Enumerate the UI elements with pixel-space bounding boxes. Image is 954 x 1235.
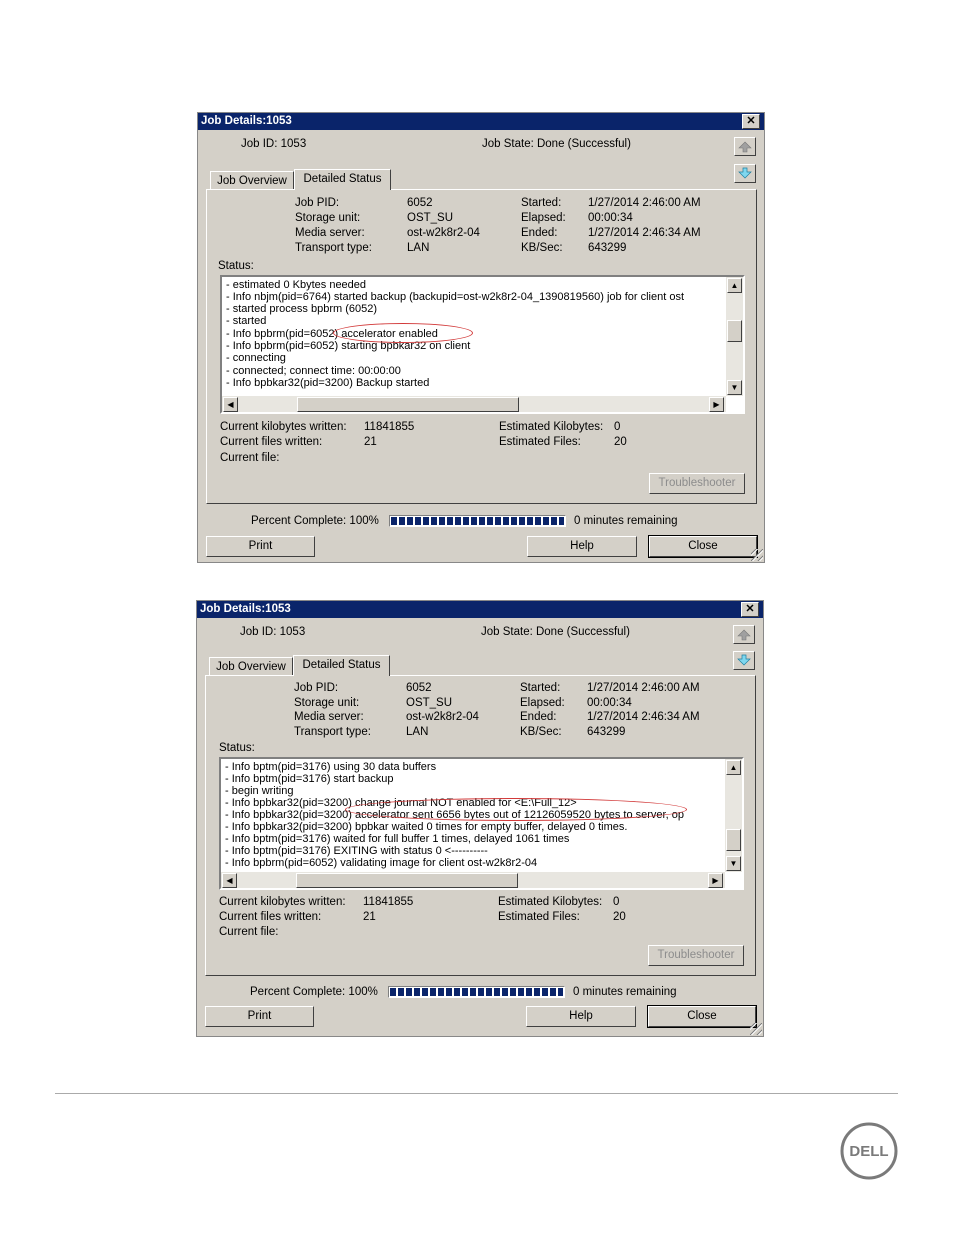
scroll-right-icon[interactable]: ▶ bbox=[708, 873, 723, 888]
value-started: 1/27/2014 2:46:00 AM bbox=[588, 197, 701, 209]
label-est-kb: Estimated Kilobytes: bbox=[499, 421, 604, 433]
percent-complete-label: Percent Complete: 100% bbox=[251, 515, 379, 527]
tab-detailed-status[interactable]: Detailed Status bbox=[293, 655, 390, 676]
label-started: Started: bbox=[521, 197, 562, 209]
resize-grip[interactable] bbox=[750, 1023, 762, 1035]
value-transport-type: LAN bbox=[406, 726, 429, 738]
scroll-down-icon[interactable]: ▼ bbox=[727, 380, 742, 395]
scroll-up-icon[interactable]: ▲ bbox=[726, 760, 741, 775]
job-id: Job ID: 1053 bbox=[241, 138, 307, 150]
label-media-server: Media server: bbox=[295, 227, 365, 239]
log-line: - begin writing bbox=[225, 785, 294, 797]
value-est-files: 20 bbox=[613, 911, 626, 923]
value-current-files: 21 bbox=[363, 911, 376, 923]
label-job-pid: Job PID: bbox=[295, 197, 340, 209]
close-button[interactable]: Close bbox=[649, 536, 757, 557]
resize-grip[interactable] bbox=[751, 549, 763, 561]
label-current-file: Current file: bbox=[219, 926, 279, 938]
value-elapsed: 00:00:34 bbox=[588, 212, 633, 224]
label-storage-unit: Storage unit: bbox=[294, 697, 360, 709]
log-line: - Info bpbkar32(pid=3200) bpbkar waited 0 times for empty buffer, delayed 0 times. bbox=[225, 821, 628, 833]
progress-bar bbox=[389, 515, 566, 527]
previous-job-button[interactable] bbox=[733, 625, 755, 644]
dell-logo-text: DELL bbox=[849, 1143, 889, 1160]
label-transport-type: Transport type: bbox=[295, 242, 372, 254]
label-current-kb: Current kilobytes written: bbox=[220, 421, 347, 433]
value-current-files: 21 bbox=[364, 436, 377, 448]
arrow-down-icon bbox=[737, 654, 751, 667]
log-line: - started bbox=[226, 315, 267, 327]
label-est-kb: Estimated Kilobytes: bbox=[498, 896, 603, 908]
status-label: Status: bbox=[219, 742, 255, 754]
job-state: Job State: Done (Successful) bbox=[481, 626, 630, 638]
time-remaining: 0 minutes remaining bbox=[574, 515, 678, 527]
next-job-button[interactable] bbox=[734, 164, 756, 183]
log-line: - Info bptm(pid=3176) waited for full buffer 1 times, delayed 1061 times bbox=[225, 833, 570, 845]
dialog-title: Job Details:1053 bbox=[201, 115, 292, 127]
label-current-file: Current file: bbox=[220, 452, 280, 464]
help-button[interactable]: Help bbox=[527, 536, 637, 557]
dialog-title: Job Details:1053 bbox=[200, 603, 291, 615]
scroll-up-icon[interactable]: ▲ bbox=[727, 278, 742, 293]
value-storage-unit: OST_SU bbox=[407, 212, 454, 224]
log-line: - Info bpbkar32(pid=3200) Backup started bbox=[226, 377, 430, 389]
scroll-thumb[interactable] bbox=[726, 829, 741, 851]
value-kb-sec: 643299 bbox=[587, 726, 626, 738]
label-elapsed: Elapsed: bbox=[521, 212, 566, 224]
label-current-files: Current files written: bbox=[220, 436, 323, 448]
log-line: - connecting bbox=[226, 352, 286, 364]
label-elapsed: Elapsed: bbox=[520, 697, 565, 709]
log-line: - connected; connect time: 00:00:00 bbox=[226, 365, 401, 377]
label-media-server: Media server: bbox=[294, 711, 364, 723]
progress-fill bbox=[390, 988, 563, 996]
log-line: - Info bpbrm(pid=6052) validating image for client ost-w2k8r2-04 bbox=[225, 857, 538, 869]
log-line: - Info nbjm(pid=6764) started backup (backupid=ost-w2k8r2-04_1390819560) job for client ost bbox=[226, 291, 684, 303]
job-details-dialog bbox=[197, 112, 765, 563]
vertical-scrollbar[interactable] bbox=[726, 277, 743, 396]
label-kb-sec: KB/Sec: bbox=[520, 726, 562, 738]
detailed-status-panel bbox=[206, 189, 757, 504]
arrow-up-icon bbox=[737, 628, 751, 641]
previous-job-button[interactable] bbox=[734, 137, 756, 156]
dell-logo bbox=[839, 1121, 899, 1181]
value-media-server: ost-w2k8r2-04 bbox=[406, 711, 479, 723]
dialog-title-bar bbox=[198, 113, 764, 130]
job-state: Job State: Done (Successful) bbox=[482, 138, 631, 150]
value-elapsed: 00:00:34 bbox=[587, 697, 632, 709]
label-storage-unit: Storage unit: bbox=[295, 212, 361, 224]
value-transport-type: LAN bbox=[407, 242, 430, 254]
status-log[interactable] bbox=[219, 757, 744, 890]
label-job-pid: Job PID: bbox=[294, 682, 339, 694]
annotation-oval bbox=[333, 323, 473, 343]
close-icon[interactable]: ✕ bbox=[741, 602, 759, 617]
scroll-thumb[interactable] bbox=[297, 397, 519, 412]
value-job-pid: 6052 bbox=[407, 197, 433, 209]
value-kb-sec: 643299 bbox=[588, 242, 627, 254]
log-line: - estimated 0 Kbytes needed bbox=[226, 279, 367, 291]
value-current-kb: 11841855 bbox=[363, 896, 414, 908]
annotation-oval bbox=[345, 798, 687, 821]
label-started: Started: bbox=[520, 682, 561, 694]
label-kb-sec: KB/Sec: bbox=[521, 242, 563, 254]
value-started: 1/27/2014 2:46:00 AM bbox=[587, 682, 700, 694]
time-remaining: 0 minutes remaining bbox=[573, 986, 677, 998]
scroll-left-icon[interactable]: ◀ bbox=[222, 873, 237, 888]
log-line: - started process bpbrm (6052) bbox=[226, 303, 378, 315]
tab-detailed-status[interactable]: Detailed Status bbox=[294, 169, 391, 190]
value-current-kb: 11841855 bbox=[364, 421, 415, 433]
dialog-title-bar bbox=[197, 601, 763, 618]
scroll-left-icon[interactable]: ◀ bbox=[223, 397, 238, 412]
value-ended: 1/27/2014 2:46:34 AM bbox=[588, 227, 701, 239]
percent-complete-label: Percent Complete: 100% bbox=[250, 986, 378, 998]
close-button[interactable]: Close bbox=[648, 1006, 756, 1027]
vertical-scrollbar[interactable] bbox=[725, 759, 742, 872]
progress-fill bbox=[391, 517, 564, 525]
label-current-kb: Current kilobytes written: bbox=[219, 896, 346, 908]
print-button[interactable]: Print bbox=[205, 1006, 314, 1027]
status-label: Status: bbox=[218, 260, 254, 272]
value-job-pid: 6052 bbox=[406, 682, 432, 694]
value-est-kb: 0 bbox=[614, 421, 621, 433]
job-id: Job ID: 1053 bbox=[240, 626, 306, 638]
value-ended: 1/27/2014 2:46:34 AM bbox=[587, 711, 700, 723]
log-line: - Info bptm(pid=3176) using 30 data buffers bbox=[225, 761, 437, 773]
log-line: - Info bpbkar32(pid=3200) accelerator sent 6656 bytes out of 12126059520 bytes to server, op bbox=[225, 809, 684, 821]
label-current-files: Current files written: bbox=[219, 911, 322, 923]
tab-job-overview[interactable]: Job Overview bbox=[209, 657, 293, 676]
arrow-down-icon bbox=[738, 167, 752, 180]
log-line: - Info bpbrm(pid=6052) accelerator enabled bbox=[226, 328, 438, 340]
progress-bar bbox=[388, 986, 565, 998]
value-storage-unit: OST_SU bbox=[406, 697, 453, 709]
close-icon[interactable]: ✕ bbox=[742, 114, 760, 129]
horizontal-scrollbar[interactable] bbox=[222, 396, 726, 412]
label-ended: Ended: bbox=[521, 227, 558, 239]
scroll-down-icon[interactable]: ▼ bbox=[726, 856, 741, 871]
label-ended: Ended: bbox=[520, 711, 557, 723]
horizontal-scrollbar[interactable] bbox=[221, 872, 725, 888]
log-line: - Info bptm(pid=3176) EXITING with status 0 <---------- bbox=[225, 845, 488, 857]
print-button[interactable]: Print bbox=[206, 536, 315, 557]
scroll-right-icon[interactable]: ▶ bbox=[709, 397, 724, 412]
label-est-files: Estimated Files: bbox=[498, 911, 580, 923]
value-est-files: 20 bbox=[614, 436, 627, 448]
scroll-thumb[interactable] bbox=[727, 320, 742, 342]
troubleshooter-button[interactable]: Troubleshooter bbox=[648, 945, 744, 966]
footer-divider bbox=[55, 1093, 898, 1094]
troubleshooter-button[interactable]: Troubleshooter bbox=[649, 473, 745, 494]
label-transport-type: Transport type: bbox=[294, 726, 371, 738]
label-est-files: Estimated Files: bbox=[499, 436, 581, 448]
tab-job-overview[interactable]: Job Overview bbox=[210, 171, 294, 190]
job-details-dialog bbox=[196, 600, 764, 1037]
log-line: - Info bpbkar32(pid=3200) change journal NOT enabled for <E:\Full_12> bbox=[225, 797, 577, 809]
log-line: - Info bptm(pid=3176) start backup bbox=[225, 773, 394, 785]
status-log[interactable] bbox=[220, 275, 745, 414]
value-est-kb: 0 bbox=[613, 896, 620, 908]
value-media-server: ost-w2k8r2-04 bbox=[407, 227, 480, 239]
help-button[interactable]: Help bbox=[526, 1006, 636, 1027]
next-job-button[interactable] bbox=[733, 651, 755, 670]
log-line: - Info bpbrm(pid=6052) starting bpbkar32 on client bbox=[226, 340, 471, 352]
scroll-thumb[interactable] bbox=[296, 873, 518, 888]
detailed-status-panel bbox=[205, 675, 756, 976]
arrow-up-icon bbox=[738, 140, 752, 153]
